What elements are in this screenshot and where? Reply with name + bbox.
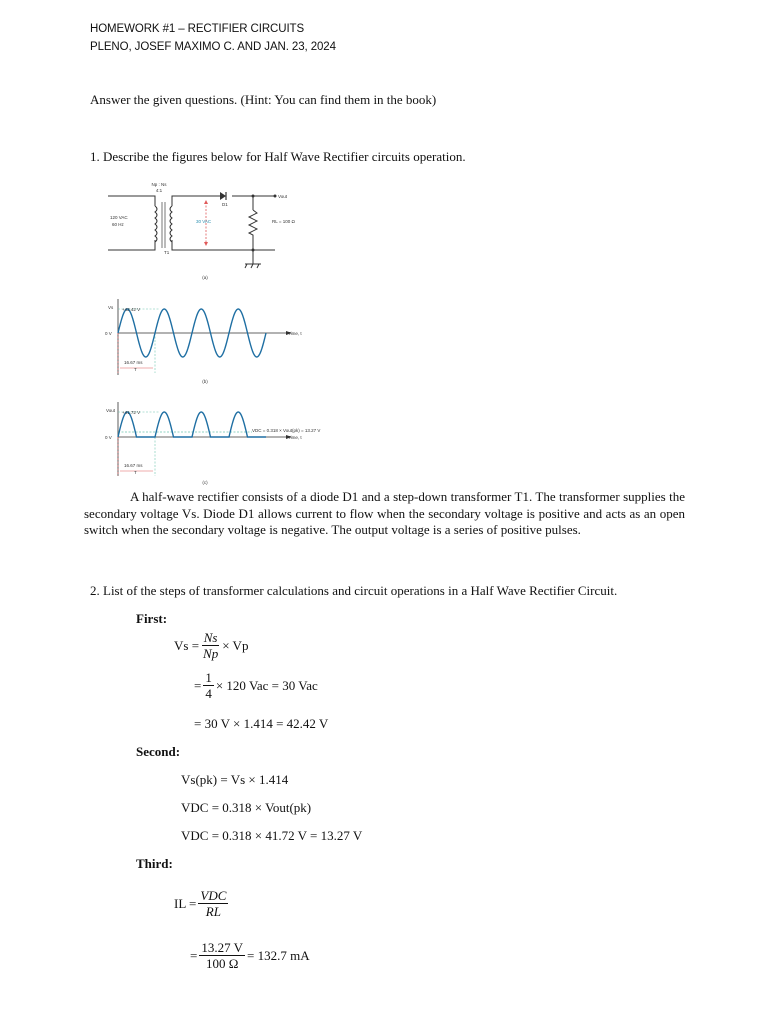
question-1: 1. Describe the figures below for Half Wave Rectifier circuits operation. (90, 149, 466, 164)
third-eq2-rhs: = 132.7 mA (247, 947, 310, 963)
source-voltage-label: 120 VAC (110, 215, 128, 220)
third-eq2-den: 100 Ω (205, 956, 239, 971)
caption-c: (c) (202, 480, 208, 485)
fraction-current (199, 940, 245, 971)
vs-T-label: T (134, 367, 137, 372)
vout-axis-label: Vout (106, 408, 116, 413)
first-eq1-rhs: × Vp (222, 637, 249, 653)
third-eq2-num: 13.27 V (201, 940, 243, 955)
answer-1-paragraph: A half-wave rectifier consists of a diode D1 and a step-down transformer T1. The transformer supplies the secondary voltage Vs. Diode D1 allows current to flow when the secondary voltage is positive and acts as an open switch when the secondary voltage is negative. The output voltage is a series of positive pulses. (84, 489, 685, 537)
vdc-label: VDC = 0.318 × Vout(pk) = 13.27 V (252, 428, 321, 433)
fraction-ns-np (201, 630, 220, 661)
output-label: Vout (278, 194, 288, 199)
ratio-label: 4:1 (155, 188, 163, 193)
step-second-label: Second: (136, 744, 181, 759)
third-eq1-lhs: IL = (174, 895, 197, 911)
first-equation-2 (194, 670, 318, 701)
vout-time-label: Time, t (288, 435, 302, 440)
question-2: 2. List of the steps of transformer calculations and circuit operations in a Half Wave Rectifier Circuit. (90, 583, 618, 598)
header-title: HOMEWORK #1 – RECTIFIER CIRCUITS (90, 23, 305, 35)
turns-label: Np : Ns (151, 182, 167, 187)
vs-peak-label: +42.42 V (122, 307, 141, 312)
instruction-text: Answer the given questions. (Hint: You can find them in the book) (90, 92, 437, 107)
circuit-figure (100, 178, 320, 283)
vout-zero-label: 0 V (105, 435, 112, 440)
transformer-label: T1 (164, 250, 170, 255)
secondary-voltage-label: 30 VAC (196, 219, 212, 224)
source-frequency-label: 60 Hz (112, 222, 124, 227)
third-eq1-num: VDC (200, 888, 227, 903)
waveform-output (100, 398, 340, 488)
third-equation-2 (190, 940, 310, 971)
diode-label: D1 (222, 202, 228, 207)
first-eq1-lhs: Vs = (174, 637, 200, 653)
vs-axis-label: Vs (108, 305, 114, 310)
second-equation-2: VDC = 0.318 × Vout(pk) (181, 800, 312, 815)
third-eq2-pre: = (190, 947, 198, 963)
third-eq1-den: RL (205, 904, 221, 919)
fraction-vdc-rl (198, 888, 228, 919)
second-equation-1: Vs(pk) = Vs × 1.414 (181, 772, 289, 787)
vout-T-label: T (134, 470, 137, 475)
vs-zero-label: 0 V (105, 331, 112, 336)
first-eq2-num: 1 (205, 670, 212, 685)
vs-time-label: Time, t (288, 331, 302, 336)
second-equation-3: VDC = 0.318 × 41.72 V = 13.27 V (181, 828, 363, 843)
waveform-secondary (100, 295, 320, 387)
first-eq2-rhs: × 120 Vac = 30 Vac (215, 677, 318, 693)
caption-a: (a) (202, 275, 208, 280)
vout-period-label: 16.67 ms (124, 463, 143, 468)
step-third-label: Third: (136, 856, 173, 871)
caption-b: (b) (202, 379, 208, 384)
first-equation-3: = 30 V × 1.414 = 42.42 V (194, 716, 329, 731)
first-eq1-den: Np (203, 646, 219, 661)
step-first-label: First: (136, 611, 168, 626)
first-eq2-pre: = (194, 677, 202, 693)
first-eq2-den: 4 (205, 686, 212, 701)
vs-period-label: 16.67 ms (124, 360, 143, 365)
vout-peak-label: +41.72 V (122, 410, 141, 415)
header-author-date: PLENO, JOSEF MAXIMO C. AND JAN. 23, 2024 (90, 41, 336, 53)
fraction-1-4 (203, 670, 214, 701)
load-label: RL = 100 Ω (272, 219, 295, 224)
first-eq1-num: Ns (203, 630, 218, 645)
first-equation-1 (174, 630, 248, 661)
third-equation-1 (174, 888, 230, 919)
